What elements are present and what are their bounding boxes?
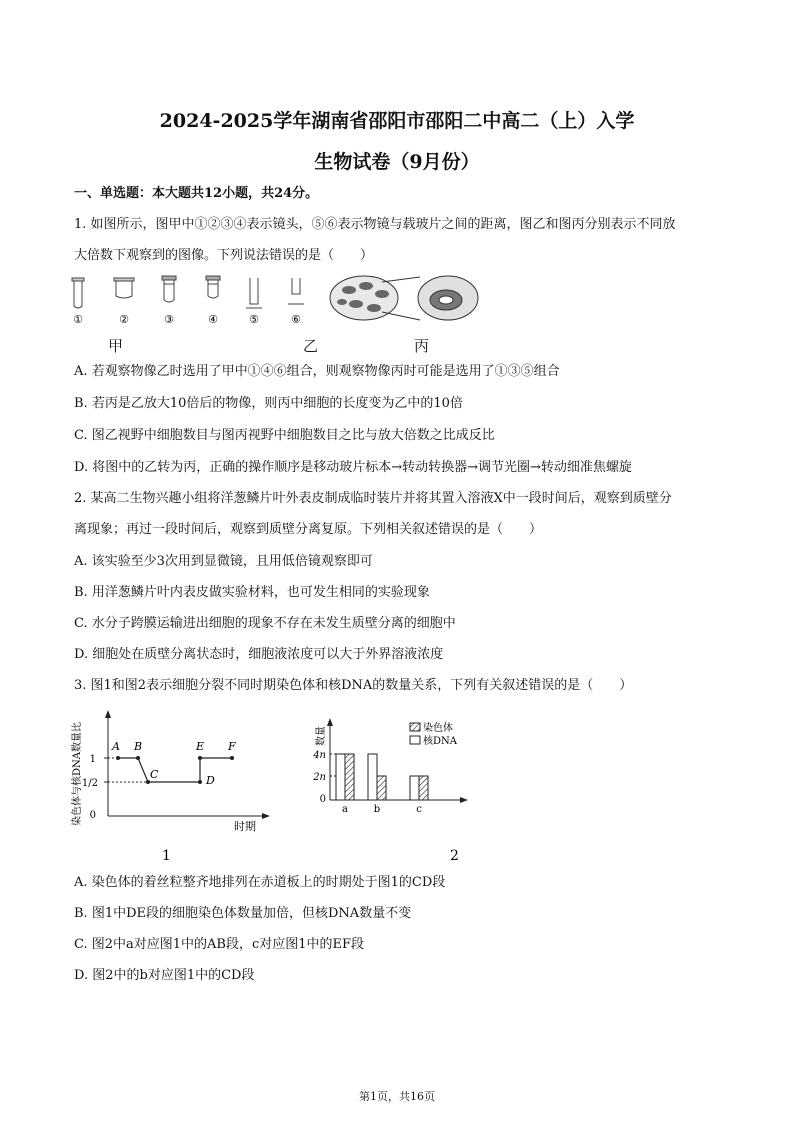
q3-option-a: A. 染色体的着丝粒整齐地排列在赤道板上的时期处于图1的CD段	[74, 875, 446, 890]
lens-label-2: ②	[119, 313, 129, 326]
doc-title-line2: 生物试卷（9月份）	[314, 151, 480, 173]
lens-2	[114, 278, 134, 298]
fig2-ylabel: 数量	[316, 726, 327, 746]
q1-option-b: B. 若丙是乙放大10倍后的物像，则丙中细胞的长度变为乙中的10倍	[74, 396, 463, 411]
bar-a-chromosome	[345, 754, 354, 800]
q3-figure-1	[66, 706, 276, 866]
q3-option-c: C. 图2中a对应图1中的AB段，c对应图1中的EF段	[74, 937, 365, 952]
q3-option-d: D. 图2中的b对应图1中的CD段	[74, 968, 255, 983]
q2-option-a: A. 该实验至少3次用到显微镜，且用低倍镜观察即可	[74, 554, 373, 569]
fig1-point-a: A	[112, 740, 120, 753]
q3-stem: 3. 图1和图2表示细胞分裂不同时期染色体和核DNA的数量关系，下列有关叙述错误的是（ ）	[74, 678, 633, 693]
fig2-cat-c: c	[416, 804, 422, 815]
view-bing	[418, 276, 478, 320]
page-footer: 第1页，共16页	[359, 1090, 435, 1103]
q3-option-b: B. 图1中DE段的细胞染色体数量加倍，但核DNA数量不变	[74, 906, 412, 921]
fig2-cat-a: a	[342, 804, 348, 815]
fig1-xlabel: 时期	[234, 820, 256, 833]
q1-stem-line1: 1. 如图所示，图甲中①②③④表示镜头，⑤⑥表示物镜与载玻片之间的距离，图乙和图丙分别表示不同放	[74, 217, 676, 232]
lens-label-1: ①	[73, 313, 83, 326]
lens-label-6: ⑥	[291, 313, 301, 326]
q2-option-b: B. 用洋葱鳞片叶内表皮做实验材料，也可发生相同的实验现象	[74, 585, 430, 600]
lens-3	[162, 276, 176, 302]
fig2-caption: 2	[450, 848, 459, 864]
q1-option-a: A. 若观察物像乙时选用了甲中①④⑥组合，则观察物像丙时可能是选用了①③⑤组合	[74, 364, 560, 379]
bar-c-chromosome	[419, 776, 428, 800]
fig-label-bing: 丙	[414, 337, 430, 355]
fig2-legend-dna: 核DNA	[423, 736, 457, 747]
lens-6	[288, 278, 304, 304]
fig1-ytick-1: 1	[89, 754, 96, 765]
q1-option-c: C. 图乙视野中细胞数目与图丙视野中细胞数目之比与放大倍数之比成反比	[74, 428, 495, 443]
fig-label-jia: 甲	[108, 337, 124, 355]
lens-4	[206, 276, 220, 298]
fig1-point-e: E	[196, 740, 205, 753]
fig2-legend-chromosome: 染色体	[423, 723, 453, 734]
doc-title-line1: 2024-2025学年湖南省邵阳市邵阳二中高二（上）入学	[159, 110, 635, 132]
q2-option-c: C. 水分子跨膜运输进出细胞的现象不存在未发生质壁分离的细胞中	[74, 616, 456, 631]
q1-option-d: D. 将图中的乙转为丙，正确的操作顺序是移动玻片标本→转动转换器→调节光圈→转动细准焦螺旋	[74, 460, 632, 475]
fig1-point-f: F	[228, 740, 236, 753]
fig2-ytick-4n: 4n	[313, 750, 326, 761]
lens-5	[246, 278, 262, 308]
fig2-ytick-2n: 2n	[313, 772, 326, 783]
lens-1	[72, 278, 84, 308]
fig2-cat-b: b	[373, 804, 381, 815]
bar-a-dna	[336, 754, 345, 800]
fig2-ytick-0: 0	[319, 794, 326, 805]
bar-c-dna	[410, 776, 419, 800]
lens-label-3: ③	[164, 313, 174, 326]
section-heading: 一、单选题：本大题共12小题，共24分。	[74, 186, 319, 201]
bar-b-dna	[368, 754, 377, 800]
bar-b-chromosome	[377, 776, 386, 800]
fig1-ylabel: 染色体与核DNA数量比	[72, 722, 83, 826]
q2-stem-line1: 2. 某高二生物兴趣小组将洋葱鳞片叶外表皮制成临时装片并将其置入溶液X中一段时间后，观察到质壁分	[74, 491, 672, 506]
q2-option-d: D. 细胞处在质壁分离状态时，细胞液浓度可以大于外界溶液浓度	[74, 647, 444, 662]
fig1-ytick-half: 1/2	[81, 778, 98, 789]
lens-label-5: ⑤	[249, 313, 259, 326]
fig1-point-b: B	[134, 740, 143, 753]
fig1-caption: 1	[162, 848, 171, 864]
q1-stem-line2: 大倍数下观察到的图像。下列说法错误的是（ ）	[74, 248, 374, 263]
q2-stem-line2: 离现象；再过一段时间后，观察到质壁分离复原。下列相关叙述错误的是（ ）	[74, 522, 543, 537]
q3-figure-2	[306, 712, 476, 866]
lens-label-4: ④	[208, 313, 218, 326]
fig1-ytick-0: 0	[89, 810, 96, 821]
fig1-point-c: C	[150, 768, 159, 781]
fig1-point-d: D	[206, 774, 215, 787]
fig-label-yi: 乙	[303, 337, 319, 355]
